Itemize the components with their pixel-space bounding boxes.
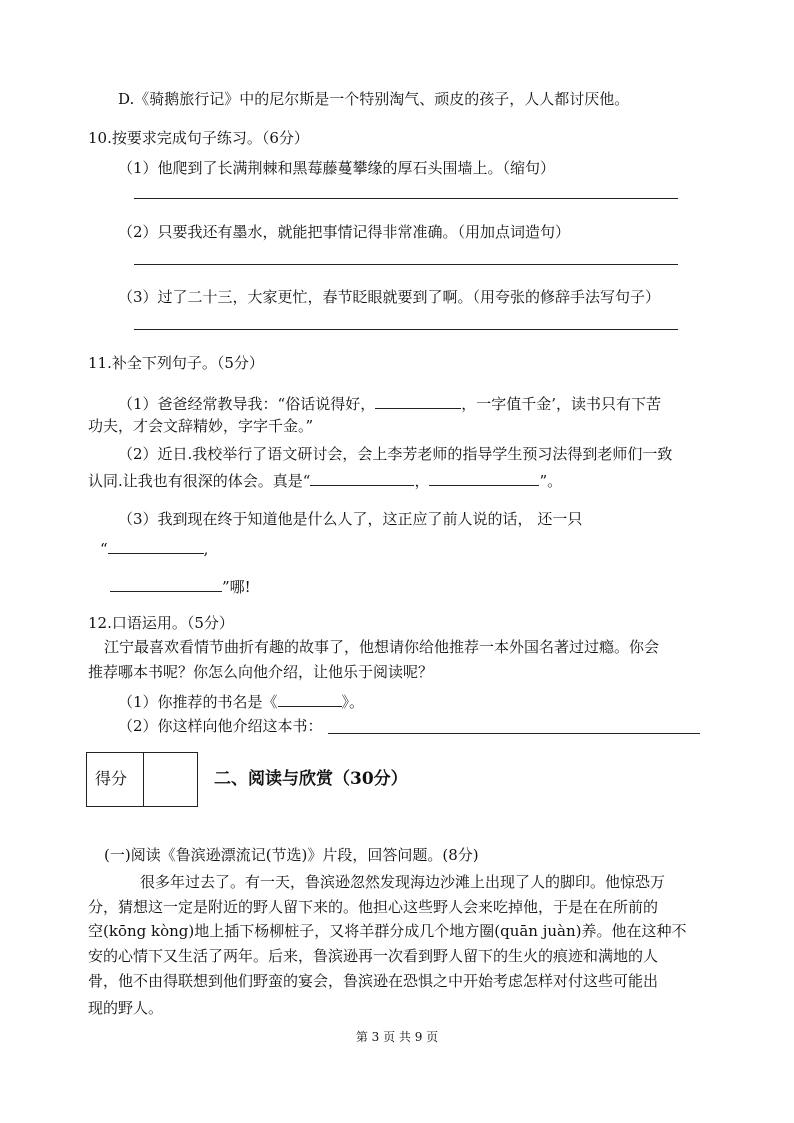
reading-1-title: (一)阅读《鲁滨逊漂流记(节选)》片段，回答问题。(8分) [104, 846, 479, 864]
q12-item-1 [118, 690, 364, 712]
q11-item-3-close: ”哪! [222, 578, 251, 596]
q12-item-2-label: （2）你这样向他介绍这本书： [118, 717, 323, 735]
q10-item-1: （1）他爬到了长满荆棘和黑莓藤蔓攀缘的厚石头围墙上。（缩句） [118, 159, 556, 177]
q12-item-2 [118, 716, 323, 736]
q10-item-2: （2）只要我还有墨水，就能把事情记得非常准确。（用加点词造句） [118, 223, 571, 241]
q11-item-1-line-1 [118, 392, 661, 414]
q11-item-1-line-2: 功夫，才会文辞精妙，字字千金。” [88, 417, 314, 435]
q12-answer-line[interactable] [328, 733, 700, 734]
q11-item-3-line-1: （3）我到现在终于知道他是什么人了，这正应了前人说的话， 还一只 [118, 510, 583, 528]
q11-item-3-open-quote: “ [100, 540, 108, 558]
q11-item-3-line-3 [110, 575, 251, 597]
q12-item-1-suffix: 》。 [341, 693, 365, 711]
q11-blank-1[interactable] [375, 392, 461, 409]
reading-1-line-1: 很多年过去了。有一天，鲁滨逊忽然发现海边沙滩上出现了人的脚印。他惊恐万 [140, 873, 666, 891]
q10-title: 10.按要求完成句子练习。（6分） [88, 129, 309, 147]
q12-title: 12.口语运用。（5分） [88, 614, 234, 632]
page-number: 第 3 页 共 9 页 [355, 1030, 439, 1044]
q11-blank-4[interactable] [108, 537, 204, 554]
q11-title: 11.补全下列句子。（5分） [88, 354, 264, 372]
q11-blank-3[interactable] [429, 469, 539, 486]
q11-item-1-prefix: （1）爸爸经常教导我：“俗话说得好， [118, 395, 376, 413]
q12-blank-book-title[interactable] [278, 690, 342, 707]
q11-item-3-line-2 [100, 537, 208, 559]
q10-answer-line-2[interactable] [134, 264, 678, 265]
q11-blank-5[interactable] [110, 575, 222, 592]
score-box [86, 752, 198, 807]
q9-option-d: D.《骑鹅旅行记》中的尼尔斯是一个特别淘气、顽皮的孩子，人人都讨厌他。 [118, 90, 630, 108]
q11-item-2-line-1: （2）近日.我校举行了语文研讨会，会上李芳老师的指导学生预习法得到老师们一致 [118, 445, 673, 463]
q11-blank-2[interactable] [310, 469, 414, 486]
reading-1-line-5: 骨，他不由得联想到他们野蛮的宴会，鲁滨逊在恐惧之中开始考虑怎样对付这些可能出 [88, 972, 659, 990]
reading-1-line-3: 空(kōng kòng)地上插下杨柳桩子，又将羊群分成几个地方圈(quān juàn)养。他在这种不 [88, 922, 687, 940]
q11-item-2-line-2 [88, 469, 562, 491]
q11-item-2-comma: ， [414, 472, 430, 490]
score-box-divider [143, 753, 144, 806]
reading-1-line-2: 分，猜想这一定是附近的野人留下来的。他担心这些野人会来吃掉他，于是在在所前的 [88, 898, 659, 916]
score-label: 得分 [95, 769, 128, 788]
q11-item-2-suffix: ”。 [539, 472, 563, 490]
q11-item-1-suffix: ，一字值千金’，读书只有下苦 [461, 395, 661, 413]
q10-answer-line-1[interactable] [134, 198, 678, 199]
q12-item-1-prefix: （1）你推荐的书名是《 [118, 693, 278, 711]
reading-1-line-6: 现的野人。 [88, 999, 164, 1017]
q10-item-3: （3）过了二十三，大家更忙，春节眨眼就要到了啊。（用夸张的修辞手法写句子） [118, 288, 661, 306]
reading-1-line-4: 安的心情下又生活了两年。后来，鲁滨逊再一次看到野人留下的生火的痕迹和满地的人 [88, 947, 659, 965]
q11-item-2-prefix: 认同.让我也有很深的体会。真是“ [88, 472, 311, 490]
q10-answer-line-3[interactable] [134, 329, 678, 330]
q12-paragraph-line-2: 推荐哪本书呢？你怎么向他介绍，让他乐于阅读呢？ [88, 663, 434, 681]
q11-item-3-comma: , [203, 540, 209, 558]
section-2-title: 二、阅读与欣赏（30分） [214, 769, 408, 789]
q12-paragraph-line-1: 江宁最喜欢看情节曲折有趣的故事了，他想请你给他推荐一本外国名著过过瘾。你会 [104, 638, 660, 656]
